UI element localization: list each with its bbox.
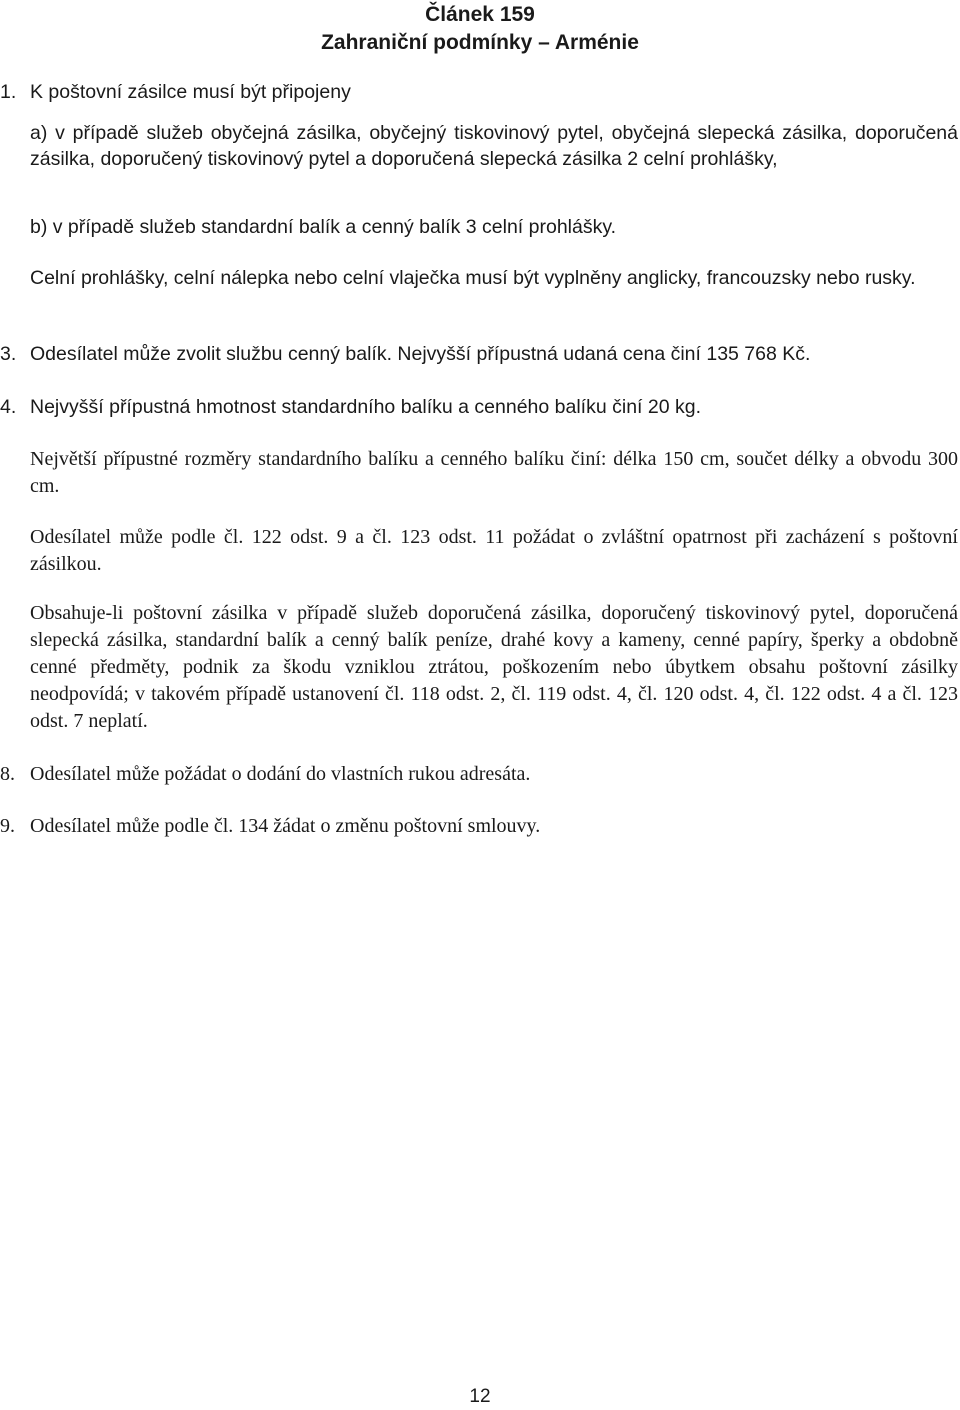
paragraph-3 [0, 341, 958, 367]
paragraph-text: Odesílatel může zvolit službu cenný balík. Nejvyšší přípustná udaná cena činí 135 768 Kč. [30, 343, 811, 365]
paragraph-6 [0, 524, 958, 578]
paragraph-4 [0, 394, 958, 420]
paragraph-text: Největší přípustné rozměry standardního balíku a cenného balíku činí: délka 150 cm, součet délky a obvodu 300 cm. [30, 448, 958, 497]
paragraph-text: Odesílatel může podle čl. 134 žádat o změnu poštovní smlouvy. [30, 815, 541, 837]
paragraph-number: 4. [0, 396, 17, 418]
paragraph-number: 8. [0, 763, 15, 785]
paragraph-number [0, 265, 30, 291]
paragraph-number: 9. [0, 815, 15, 837]
paragraph-7 [0, 600, 958, 735]
article-title: Článek 159 [425, 3, 535, 26]
paragraph-2 [0, 265, 958, 291]
paragraph-number [0, 524, 30, 551]
paragraph-text: Obsahuje-li poštovní zásilka v případě služeb doporučená zásilka, doporučený tiskovinový pytel, doporučená slepecká zásilka, standardní balík a cenný balík peníze, drahé kovy a kameny, cenné papíry, šperky a obdobně cenné předměty, podnik za škodu vzniklou ztrátou, poškozením nebo úbytkem obsahu poštovní zásilky neodpovídá; v takovém případě ustanovení čl. 118 odst. 2, čl. 119 odst. 4, čl. 120 odst. 4, čl. 122 odst. 4 a čl. 123 odst. 7 neplatí. [30, 602, 958, 732]
paragraph-text: K poštovní zásilce musí být připojeny [30, 81, 351, 103]
paragraph-8 [0, 761, 958, 788]
paragraph-number: 1. [0, 81, 17, 103]
paragraph-text: Odesílatel může podle čl. 122 odst. 9 a čl. 123 odst. 11 požádat o zvláštní opatrnost při zacházení s poštovní zásilkou. [30, 526, 958, 575]
paragraph-number [0, 446, 30, 473]
page-number: 12 [469, 1386, 491, 1407]
paragraph-5 [0, 446, 958, 500]
paragraph-1 [0, 79, 958, 105]
paragraph-1b [0, 214, 958, 240]
article-subtitle: Zahraniční podmínky – Arménie [321, 31, 639, 54]
paragraph-text: a) v případě služeb obyčejná zásilka, obyčejný tiskovinový pytel, obyčejná slepecká zásilka, doporučená zásilka, doporučený tiskovinový pytel a doporučená slepecká zásilka 2 celní prohlášky, [30, 122, 958, 170]
paragraph-text: Celní prohlášky, celní nálepka nebo celní vlaječka musí být vyplněny anglicky, francouzsky nebo rusky. [30, 267, 916, 289]
paragraph-text: Nejvyšší přípustná hmotnost standardního balíku a cenného balíku činí 20 kg. [30, 396, 701, 418]
paragraph-9 [0, 813, 958, 840]
paragraph-number [0, 600, 30, 627]
paragraph-text: b) v případě služeb standardní balík a cenný balík 3 celní prohlášky. [30, 216, 617, 238]
paragraph-text: Odesílatel může požádat o dodání do vlastních rukou adresáta. [30, 763, 531, 785]
paragraph-1a [0, 120, 958, 172]
paragraph-number: 3. [0, 343, 17, 365]
